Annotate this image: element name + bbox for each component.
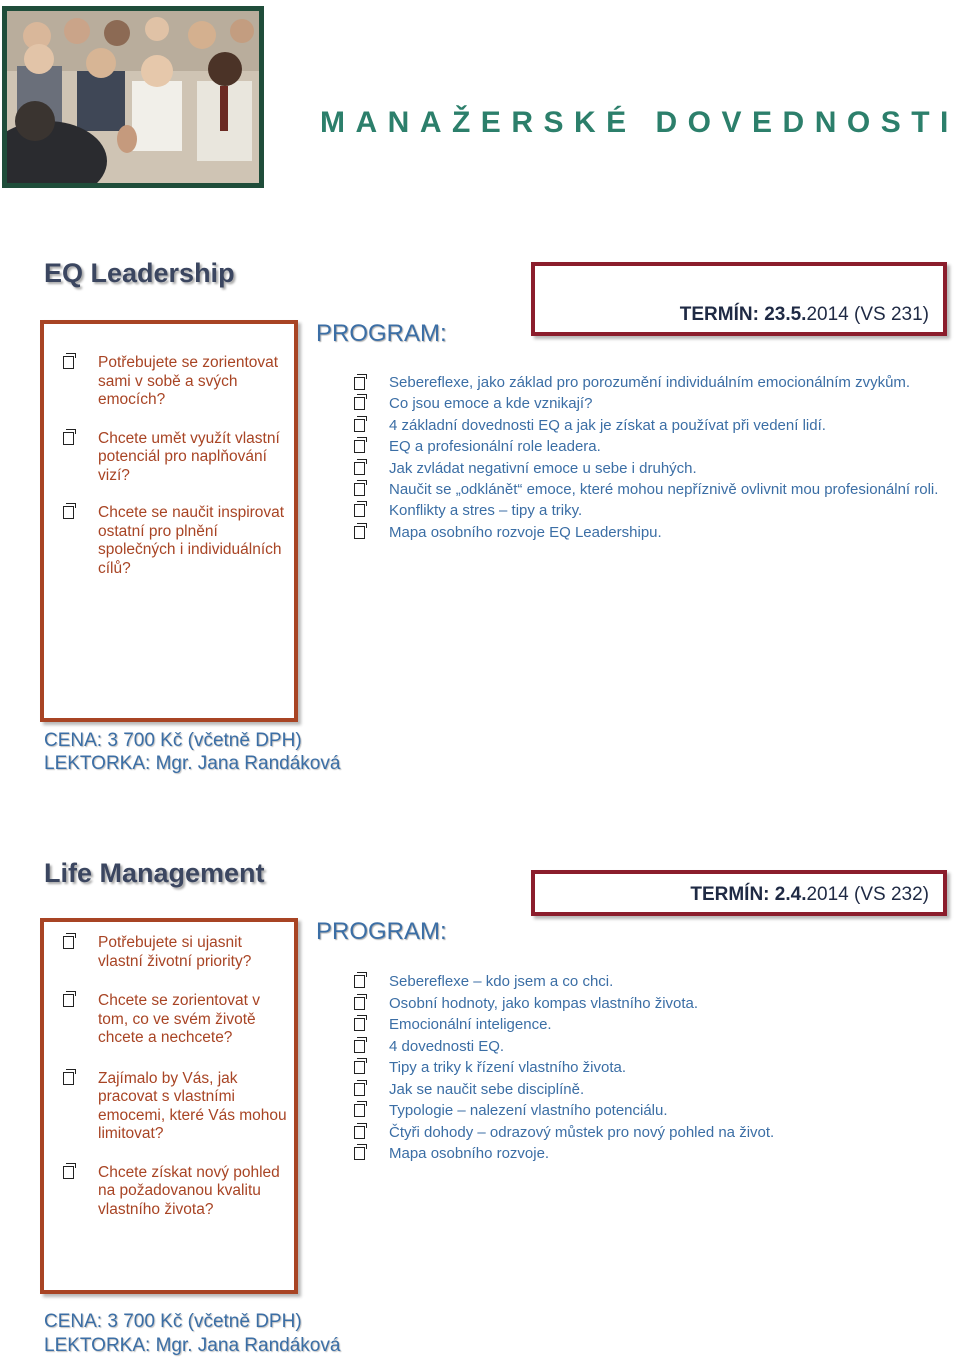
checkbox-icon [354, 1018, 365, 1031]
term-date [690, 884, 929, 906]
checkbox-icon [354, 1061, 365, 1074]
program-item-text: Osobní hodnoty, jako kompas vlastního života. [389, 994, 699, 1012]
term-year: 2014 (VS 232) [806, 884, 929, 905]
checkbox-icon [354, 462, 365, 475]
list-item [352, 522, 956, 544]
program-item-text: 4 dovednosti EQ. [389, 1037, 505, 1055]
list-item [352, 1100, 956, 1122]
list-item [60, 1164, 290, 1220]
checkbox-icon [354, 1083, 365, 1096]
question-text: Potřebujete se zorientovat sami v sobě a svých emocích? [98, 354, 279, 408]
term-year: 2014 (VS 231) [806, 304, 929, 325]
lecturer: LEKTORKA: Mgr. Jana Randáková [44, 1335, 341, 1356]
lecturer: LEKTORKA: Mgr. Jana Randáková [44, 753, 341, 774]
term-box [531, 262, 947, 336]
question-text: Potřebujete si ujasnit vlastní životní priority? [98, 934, 252, 970]
price: CENA: 3 700 Kč (včetně DPH) [44, 1311, 302, 1332]
list-item [352, 1036, 956, 1058]
list-item [352, 393, 956, 415]
audience-photo-icon [7, 11, 259, 183]
price: CENA: 3 700 Kč (včetně DPH) [44, 730, 302, 751]
list-item [352, 971, 956, 993]
checkbox-icon [354, 440, 365, 453]
program-item-text: Mapa osobního rozvoje. [389, 1145, 550, 1162]
checkbox-icon [63, 432, 74, 445]
list-item [352, 1014, 956, 1036]
program-item-text: Sebereflexe – kdo jsem a co chci. [389, 973, 614, 990]
list-item [352, 993, 956, 1015]
list-item [352, 1143, 956, 1165]
question-list [60, 934, 290, 1219]
checkbox-icon [63, 936, 74, 949]
checkbox-icon [354, 397, 365, 410]
program-item-text: Typologie – nalezení vlastního potenciálu. [389, 1102, 668, 1119]
questions-box [40, 320, 298, 722]
list-item [352, 479, 956, 500]
program-item-text: Mapa osobního rozvoje EQ Leadershipu. [389, 523, 662, 541]
question-list [60, 354, 290, 578]
question-text: Chcete získat nový pohled na požadovanou kvalitu vlastního života? [98, 1163, 280, 1218]
program-item-text: Sebereflexe, jako základ pro porozumění individuálním emocionálním zvykům. [389, 374, 911, 391]
checkbox-icon [63, 994, 74, 1007]
program-item-text: Naučit se „odklánět“ emoce, které mohou nepříznivě ovlivnit mou profesionální roli. [389, 481, 939, 498]
question-text: Zajímalo by Vás, jak pracovat s vlastními emocemi, které Vás mohou limitovat? [98, 1069, 287, 1142]
term-label: TERMÍN: 2.4. [690, 884, 807, 905]
checkbox-icon [63, 1072, 74, 1085]
checkbox-icon [354, 526, 365, 539]
questions-box [40, 918, 298, 1294]
list-item [352, 500, 956, 522]
program-item-text: Emocionální inteligence. [389, 1016, 552, 1033]
program-label: PROGRAM: [316, 918, 447, 945]
program-item-text: Jak zvládat negativní emoce u sebe i druhých. [389, 459, 697, 477]
list-item [352, 1057, 956, 1079]
course-title-eq-leadership: EQ Leadership [44, 258, 235, 288]
list-item [60, 430, 290, 486]
question-text: Chcete umět využít vlastní potenciál pro naplňování vizí? [98, 429, 280, 484]
list-item [352, 458, 956, 480]
list-item [352, 436, 956, 458]
list-item [60, 1070, 290, 1144]
audience-photo [2, 6, 264, 188]
page-title: MANAŽERSKÉ DOVEDNOSTI [320, 106, 959, 139]
checkbox-icon [354, 1040, 365, 1053]
checkbox-icon [354, 483, 365, 496]
term-box [531, 870, 947, 916]
question-text: Chcete se naučit inspirovat ostatní pro plnění společných i individuálních cílů? [98, 504, 285, 577]
checkbox-icon [354, 1104, 365, 1117]
checkbox-icon [354, 997, 365, 1010]
list-item [60, 992, 290, 1048]
program-item-text: Konflikty a stres – tipy a triky. [389, 502, 583, 519]
list-item [60, 934, 290, 971]
program-label: PROGRAM: [316, 320, 447, 347]
checkbox-icon [354, 377, 365, 390]
checkbox-icon [63, 1166, 74, 1179]
question-text: Chcete se zorientovat v tom, co ve svém životě chcete a nechcete? [98, 992, 260, 1046]
term-label: TERMÍN: 23.5. [679, 304, 807, 325]
list-item [352, 1122, 956, 1144]
program-item-text: 4 základní dovednosti EQ a jak je získat a používat při vedení lidí. [389, 416, 826, 434]
checkbox-icon [354, 1147, 365, 1160]
program-list [352, 373, 956, 543]
course-title-life-management: Life Management [44, 858, 265, 888]
list-item [352, 373, 956, 393]
program-list [352, 971, 956, 1165]
checkbox-icon [354, 419, 365, 432]
term-date [680, 304, 929, 326]
program-item-text: Tipy a triky k řízení vlastního života. [389, 1059, 627, 1076]
program-item-text: Co jsou emoce a kde vznikají? [389, 395, 593, 412]
list-item [60, 504, 290, 578]
checkbox-icon [354, 504, 365, 517]
checkbox-icon [354, 975, 365, 988]
program-item-text: EQ a profesionální role leadera. [389, 438, 601, 455]
program-item-text: Jak se naučit sebe disciplíně. [389, 1080, 585, 1098]
list-item [352, 1079, 956, 1101]
list-item [60, 354, 290, 410]
checkbox-icon [354, 1126, 365, 1139]
program-item-text: Čtyři dohody – odrazový můstek pro nový pohled na život. [389, 1123, 775, 1141]
checkbox-icon [63, 356, 74, 369]
checkbox-icon [63, 506, 74, 519]
list-item [352, 415, 956, 437]
